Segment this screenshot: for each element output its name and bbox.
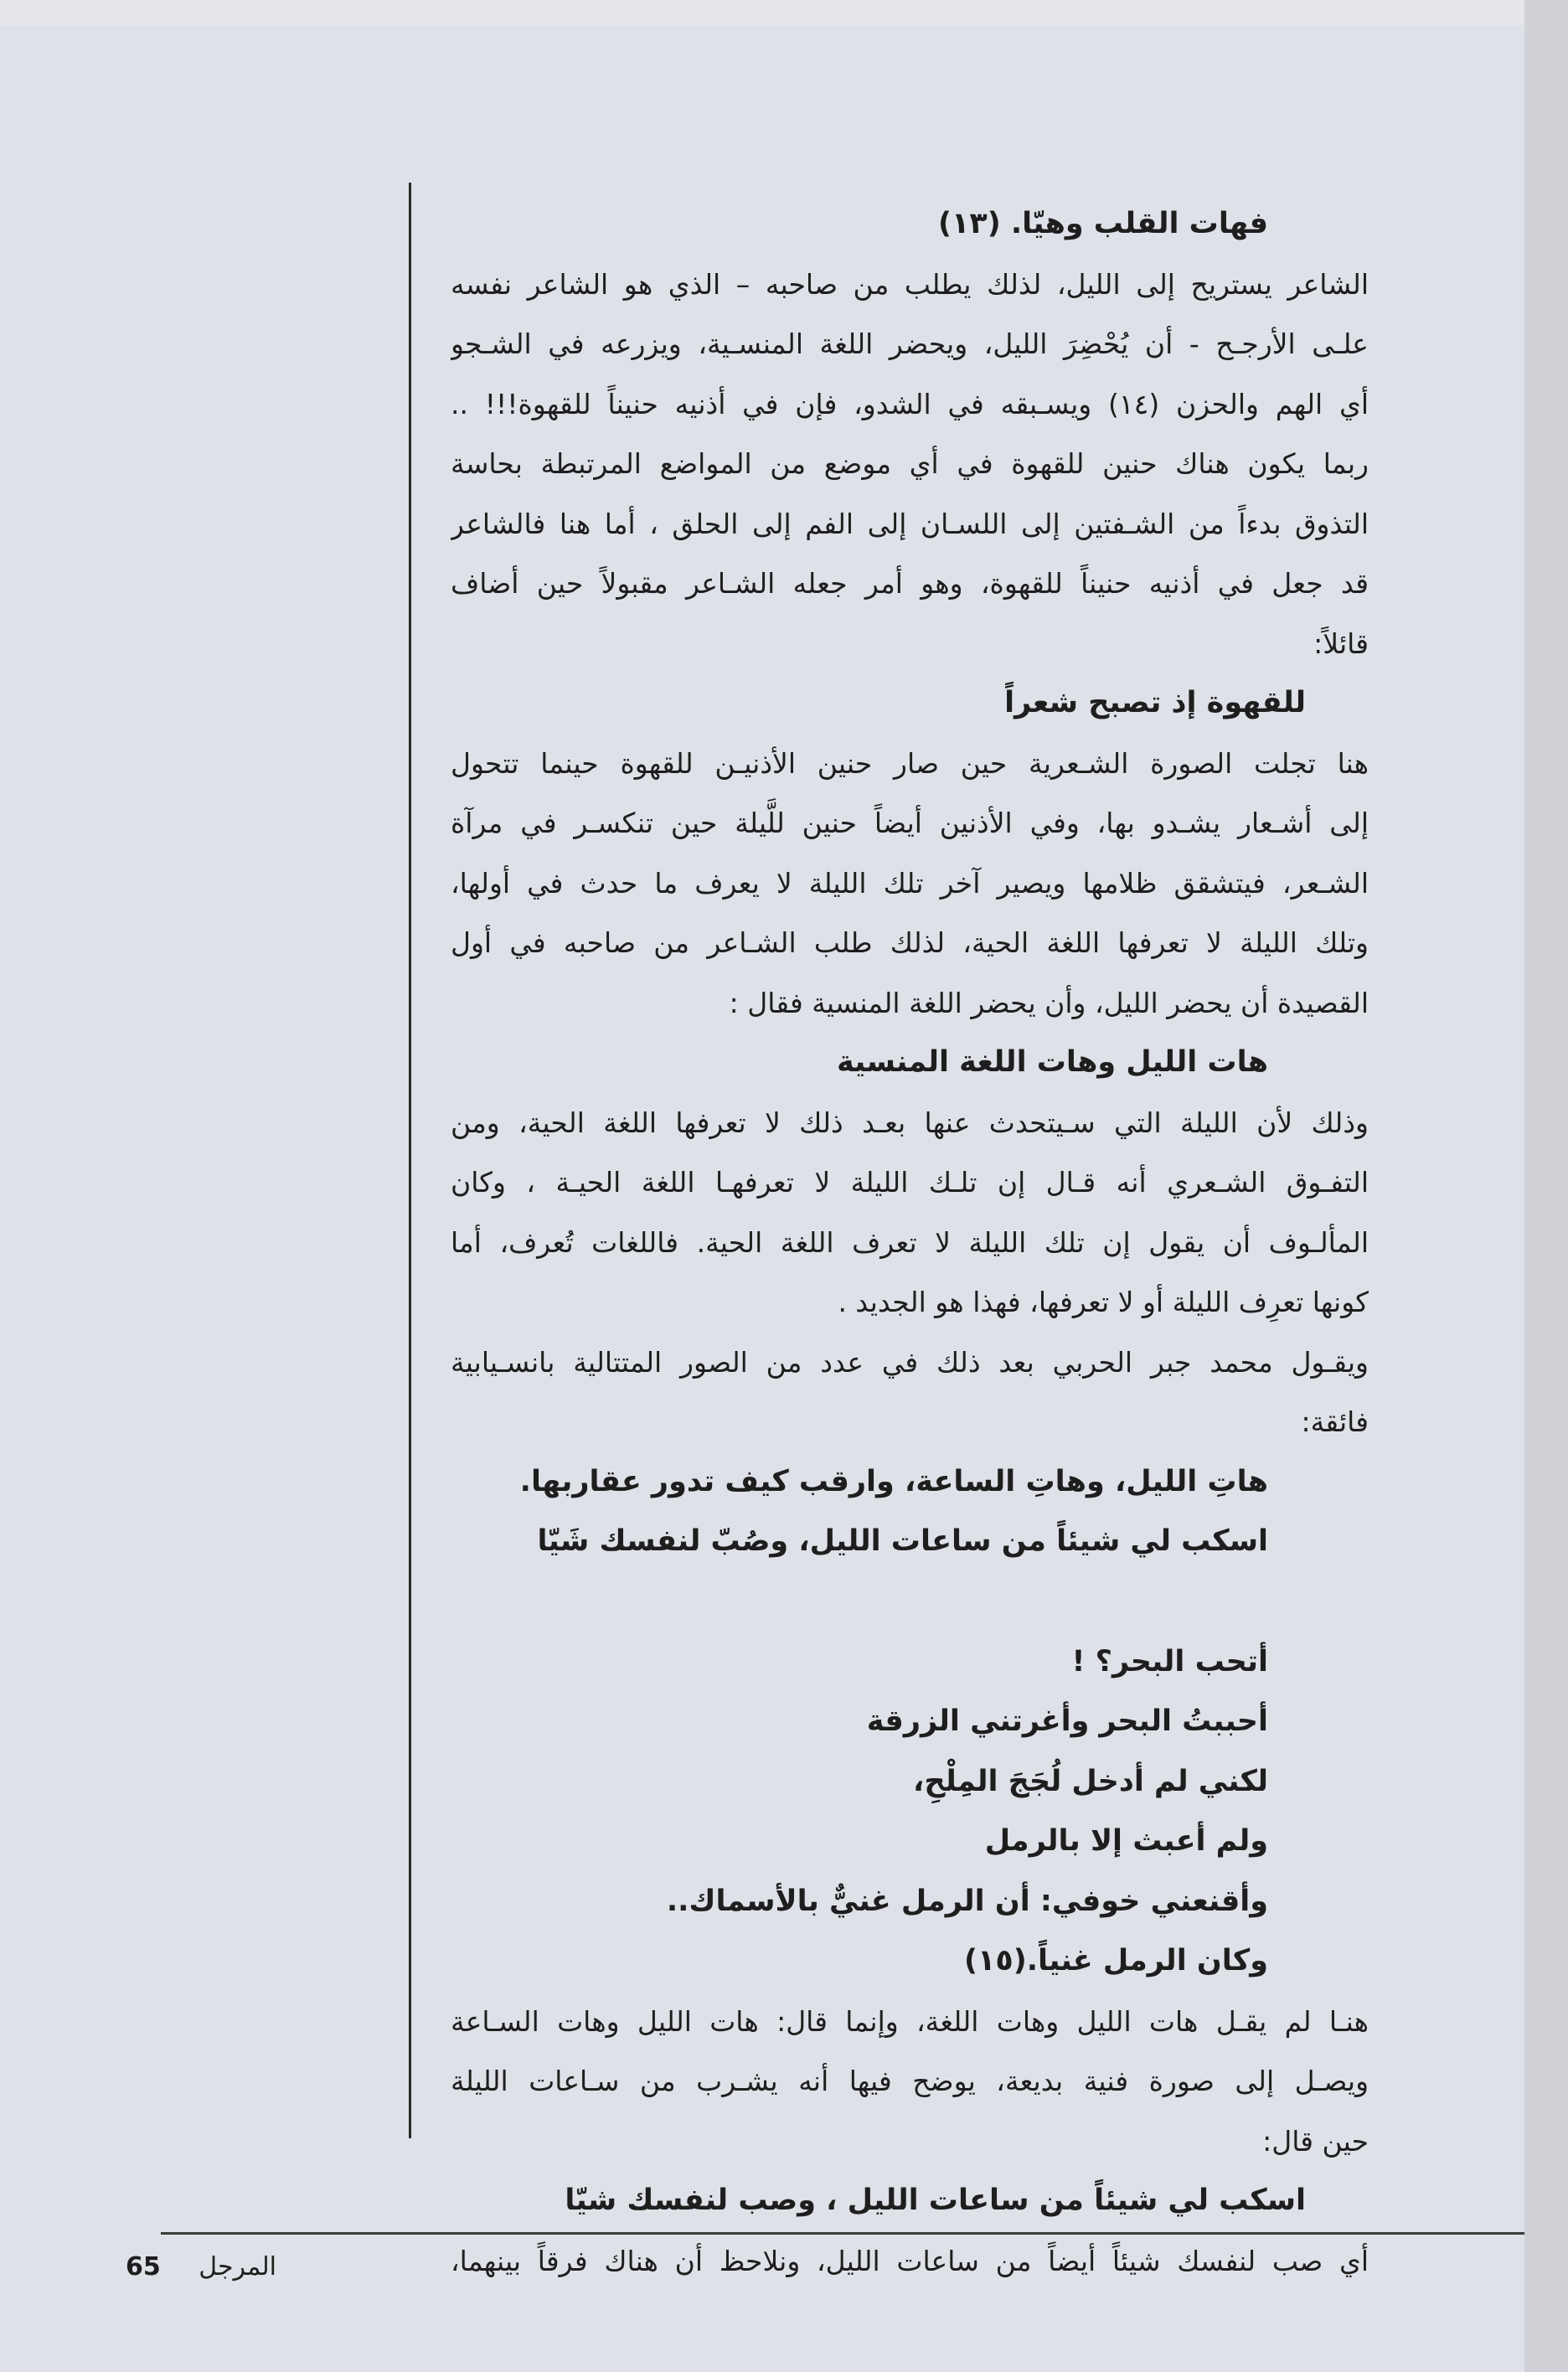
text-line: حين قال: [1262, 2124, 1369, 2158]
text-line: المألـوف أن يقول إن تلك الليلة لا تعرف اللغة الحية. فاللغات تُعرف، أما [451, 1225, 1369, 1259]
scan-edge [1524, 0, 1568, 2372]
blank-line [451, 1572, 1369, 1632]
text-line: أي الهم والحزن (١٤) ويسـبقه في الشدو، فإن في أذنيه حنيناً للقهوة!!! .. [451, 387, 1369, 420]
bold-line: فهات القلب وهيّا. (١٣) [937, 207, 1268, 240]
text-line: التذوق بدءاً من الشـفتين إلى اللسـان إلى الفم إلى الحلق ، أما هنا فالشاعر [451, 507, 1369, 540]
page-number: 65 [126, 2252, 161, 2282]
text-line: أي صب لنفسك شيئاً أيضاً من ساعات الليل، ونلاحظ أن هناك فرقاً بينهما، [451, 2244, 1369, 2277]
text-line: التفـوق الشـعري أنه قـال إن تلـك الليلة لا تعرفهـا اللغة الحيـة ، وكان [451, 1166, 1369, 1199]
text-line: قائلاً: [1313, 627, 1369, 660]
bold-line: للقهوة إذ تصبح شعراً [1004, 686, 1306, 719]
page-footer [126, 2246, 276, 2288]
magazine-name: المرجل [199, 2252, 276, 2282]
bold-line: هاتِ الليل، وهاتِ الساعة، وارقب كيف تدور عقاربها. [519, 1464, 1268, 1498]
text-line: الشاعر يستريح إلى الليل، لذلك يطلب من صاحبه – الذي هو الشاعر نفسه [451, 267, 1369, 301]
bold-line: لكني لم أدخل لُجَجَ المِلْحِ، [913, 1764, 1268, 1798]
text-line: هنـا لم يقـل هات الليل وهات اللغة، وإنما قال: هات الليل وهات السـاعة [451, 2004, 1369, 2038]
text-line: كونها تعرِف الليلة أو لا تعرفها، فهذا هو الجديد . [838, 1286, 1369, 1318]
text-line: إلى أشـعار يشـدو بها، وفي الأذنين أيضاً حنين للَّيلة حين تنكسـر في مرآة [451, 807, 1369, 839]
column-rule [409, 183, 411, 2138]
text-line: الشـعر، فيتشقق ظلامها ويصير آخر تلك الليلة لا يعرف ما حدث في أولها، [451, 866, 1369, 900]
bold-line: هات الليل وهات اللغة المنسية [836, 1045, 1268, 1079]
bold-line: اسكب لي شيئاً من ساعات الليل ، وصب لنفسك شيّا [565, 2184, 1306, 2217]
text-line: ويصـل إلى صورة فنية بديعة، يوضح فيها أنه يشـرب من سـاعات الليلة [451, 2065, 1369, 2097]
footer-rule [161, 2232, 1524, 2235]
bold-line: وأقنعني خوفي: أن الرمل غنيٌّ بالأسماك.. [666, 1884, 1268, 1918]
text-line: ويقـول محمد جبر الحربي بعد ذلك في عدد من الصور المتتالية بانسـيابية [451, 1345, 1369, 1379]
text-line: هنا تجلت الصورة الشـعرية حين صار حنين الأذنيـن للقهوة حينما تتحول [451, 746, 1369, 780]
text-line: قد جعل في أذنيه حنيناً للقهوة، وهو أمر جعله الشـاعر مقبولاً حين أضاف [451, 567, 1369, 600]
bold-line: ولم أعبث إلا بالرمل [984, 1824, 1268, 1858]
article-body [451, 194, 1369, 2291]
text-line: وتلك الليلة لا تعرفها اللغة الحية، لذلك طلب الشـاعر من صاحبه في أول [451, 926, 1369, 959]
text-line: علـى الأرجـح - أن يُحْضِرَ الليل، ويحضر اللغة المنسـية، ويزرعه في الشـجو [451, 327, 1369, 360]
bold-line: أتحب البحر؟ ! [1071, 1644, 1268, 1678]
text-line: القصيدة أن يحضر الليل، وأن يحضر اللغة المنسية فقال : [729, 986, 1369, 1019]
text-line: ربما يكون هناك حنين للقهوة في أي موضع من المواضع المرتبطة بحاسة [451, 447, 1369, 480]
text-line: وذلك لأن الليلة التي سـيتحدث عنها بعـد ذلك لا تعرفها اللغة الحية، ومن [451, 1106, 1369, 1139]
bold-line: أحببتُ البحر وأغرتني الزرقة [866, 1704, 1268, 1738]
bold-line: وكان الرمل غنياً.(١٥) [964, 1944, 1268, 1978]
text-line: فائقة: [1301, 1405, 1369, 1438]
bold-line: اسكب لي شيئاً من ساعات الليل، وصُبّ لنفسك شَيّا [537, 1524, 1268, 1558]
